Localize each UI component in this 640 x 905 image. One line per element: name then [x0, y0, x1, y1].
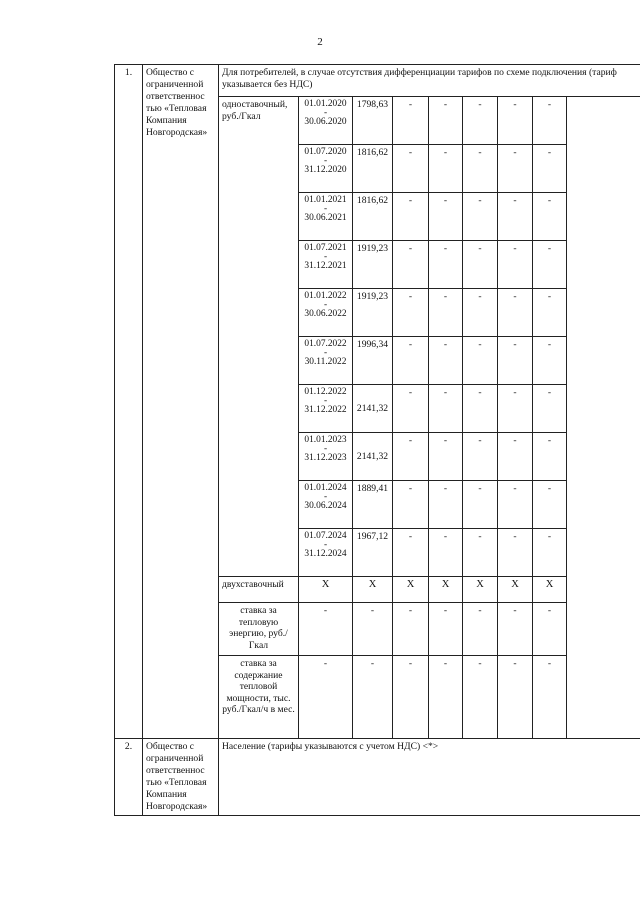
empty-cell: - — [429, 656, 463, 739]
period-start: 01.07.2021 — [304, 243, 347, 253]
empty-cell: - — [393, 145, 429, 193]
period-end: 30.06.2024 — [304, 501, 347, 512]
empty-cell: - — [498, 97, 533, 145]
tariff-value: 1919,23 — [353, 241, 393, 289]
empty-cell: - — [498, 529, 533, 577]
period-cell — [299, 193, 353, 241]
empty-cell: - — [393, 433, 429, 481]
period-end: 30.06.2020 — [304, 117, 347, 128]
period-start: 01.01.2021 — [304, 195, 347, 205]
capacity-rate-label: ставка за содержание тепловой мощности, тыс. руб./Гкал/ч в мес. — [219, 656, 299, 739]
period-separator: - — [323, 348, 328, 359]
group-title: Население (тарифы указываются с учетом НДС) <*> — [219, 739, 640, 816]
empty-cell: - — [533, 529, 567, 577]
empty-cell: - — [463, 603, 498, 656]
period-cell — [299, 481, 353, 529]
tariff-value: 1996,34 — [353, 337, 393, 385]
empty-cell: - — [393, 481, 429, 529]
empty-cell: - — [498, 433, 533, 481]
empty-cell: - — [393, 289, 429, 337]
period-separator: - — [323, 300, 328, 311]
empty-cell: - — [429, 241, 463, 289]
tariff-value: 1798,63 — [353, 97, 393, 145]
empty-cell: - — [299, 603, 353, 656]
period-cell — [299, 241, 353, 289]
period-separator: - — [323, 540, 328, 551]
empty-cell: - — [533, 656, 567, 739]
empty-cell: - — [393, 529, 429, 577]
empty-cell: - — [463, 193, 498, 241]
heat-rate-label: ставка за тепловую энергию, руб./Гкал — [219, 603, 299, 656]
empty-cell: - — [393, 337, 429, 385]
empty-cell: - — [393, 241, 429, 289]
empty-cell: - — [463, 385, 498, 433]
empty-cell: - — [463, 481, 498, 529]
empty-cell: - — [463, 529, 498, 577]
period-cell — [299, 529, 353, 577]
empty-cell: - — [429, 289, 463, 337]
empty-cell: - — [463, 337, 498, 385]
single-rate-label: одноставочный, руб./Гкал — [219, 97, 299, 577]
empty-cell: - — [429, 337, 463, 385]
period-end: 31.12.2021 — [304, 261, 347, 272]
period-start: 01.07.2020 — [304, 147, 347, 157]
table-body-row-2 — [115, 739, 640, 816]
not-applicable-mark: X — [463, 577, 498, 603]
empty-cell: - — [533, 433, 567, 481]
empty-cell: - — [429, 529, 463, 577]
period-start: 01.01.2023 — [304, 435, 347, 445]
period-end: 30.06.2022 — [304, 309, 347, 320]
empty-cell: - — [463, 97, 498, 145]
period-start: 01.01.2022 — [304, 291, 347, 301]
empty-cell: - — [353, 656, 393, 739]
empty-cell: - — [353, 603, 393, 656]
row-number: 2. — [115, 739, 143, 816]
period-cell — [299, 289, 353, 337]
empty-cell: - — [498, 289, 533, 337]
empty-cell: - — [393, 385, 429, 433]
page-number: 2 — [317, 36, 323, 48]
empty-cell: - — [429, 481, 463, 529]
period-start: 01.01.2020 — [304, 99, 347, 109]
period-separator: - — [323, 492, 328, 503]
empty-cell: - — [393, 656, 429, 739]
empty-cell: - — [498, 337, 533, 385]
empty-cell: - — [463, 656, 498, 739]
empty-cell: - — [533, 97, 567, 145]
tariff-value: 1967,12 — [353, 529, 393, 577]
period-end: 31.12.2020 — [304, 165, 347, 176]
row-number: 1. — [115, 65, 143, 739]
empty-cell: - — [533, 481, 567, 529]
empty-cell: - — [498, 603, 533, 656]
not-applicable-mark: X — [533, 577, 567, 603]
empty-cell: - — [393, 193, 429, 241]
period-end: 31.12.2024 — [304, 549, 347, 560]
empty-cell: - — [429, 145, 463, 193]
period-separator: - — [323, 444, 328, 455]
period-end: 31.12.2023 — [304, 453, 347, 464]
tariff-table — [114, 64, 640, 816]
period-end: 30.06.2021 — [304, 213, 347, 224]
period-cell — [299, 337, 353, 385]
empty-cell: - — [463, 145, 498, 193]
two-rate-label: двухставочный — [219, 577, 299, 603]
period-cell — [299, 97, 353, 145]
tariff-value: 1816,62 — [353, 193, 393, 241]
tariff-value: 1919,23 — [353, 289, 393, 337]
empty-cell: - — [429, 385, 463, 433]
empty-cell: - — [533, 603, 567, 656]
empty-cell: - — [299, 656, 353, 739]
period-cell — [299, 433, 353, 481]
not-applicable-mark: X — [393, 577, 429, 603]
not-applicable-mark: X — [429, 577, 463, 603]
empty-cell: - — [498, 241, 533, 289]
empty-cell: - — [533, 337, 567, 385]
period-start: 01.07.2022 — [304, 339, 347, 349]
empty-cell: - — [498, 481, 533, 529]
table-body-row-1 — [115, 65, 640, 739]
period-start: 01.07.2024 — [304, 531, 347, 541]
empty-cell: - — [533, 145, 567, 193]
empty-cell: - — [533, 385, 567, 433]
period-end: 31.12.2022 — [304, 405, 347, 416]
empty-cell: - — [533, 289, 567, 337]
organization-name: Общество с ограниченной ответственнос тью «Тепловая Компания Новгородская» — [143, 739, 219, 816]
empty-cell: - — [533, 241, 567, 289]
empty-cell: - — [498, 656, 533, 739]
tariff-value: 2141,32 — [353, 385, 393, 433]
group-header-row — [115, 65, 640, 97]
tariff-value: 2141,32 — [353, 433, 393, 481]
not-applicable-mark: X — [353, 577, 393, 603]
tariff-value: 1889,41 — [353, 481, 393, 529]
period-cell — [299, 145, 353, 193]
empty-cell: - — [429, 433, 463, 481]
empty-cell: - — [429, 193, 463, 241]
empty-cell: - — [498, 145, 533, 193]
empty-cell: - — [463, 289, 498, 337]
empty-cell: - — [393, 603, 429, 656]
period-cell — [299, 385, 353, 433]
period-start: 01.01.2024 — [304, 483, 347, 493]
organization-name: Общество с ограниченной ответственнос тью «Тепловая Компания Новгородская» — [143, 65, 219, 739]
not-applicable-mark: X — [299, 577, 353, 603]
period-start: 01.12.2022 — [304, 387, 347, 397]
empty-cell: - — [463, 433, 498, 481]
empty-cell: - — [498, 385, 533, 433]
period-separator: - — [323, 252, 328, 263]
empty-cell: - — [429, 603, 463, 656]
population-row — [115, 739, 640, 816]
not-applicable-mark: X — [498, 577, 533, 603]
period-separator: - — [323, 396, 328, 407]
period-end: 30.11.2022 — [304, 357, 347, 368]
group-title: Для потребителей, в случае отсутствия дифференциации тарифов по схеме подключения (тариф указывается без НДС) — [219, 65, 640, 97]
empty-cell: - — [533, 193, 567, 241]
period-separator: - — [323, 156, 328, 167]
empty-cell: - — [463, 241, 498, 289]
period-separator: - — [323, 108, 328, 119]
empty-cell: - — [498, 193, 533, 241]
period-separator: - — [323, 204, 328, 215]
empty-cell: - — [429, 97, 463, 145]
tariff-value: 1816,62 — [353, 145, 393, 193]
empty-cell: - — [393, 97, 429, 145]
